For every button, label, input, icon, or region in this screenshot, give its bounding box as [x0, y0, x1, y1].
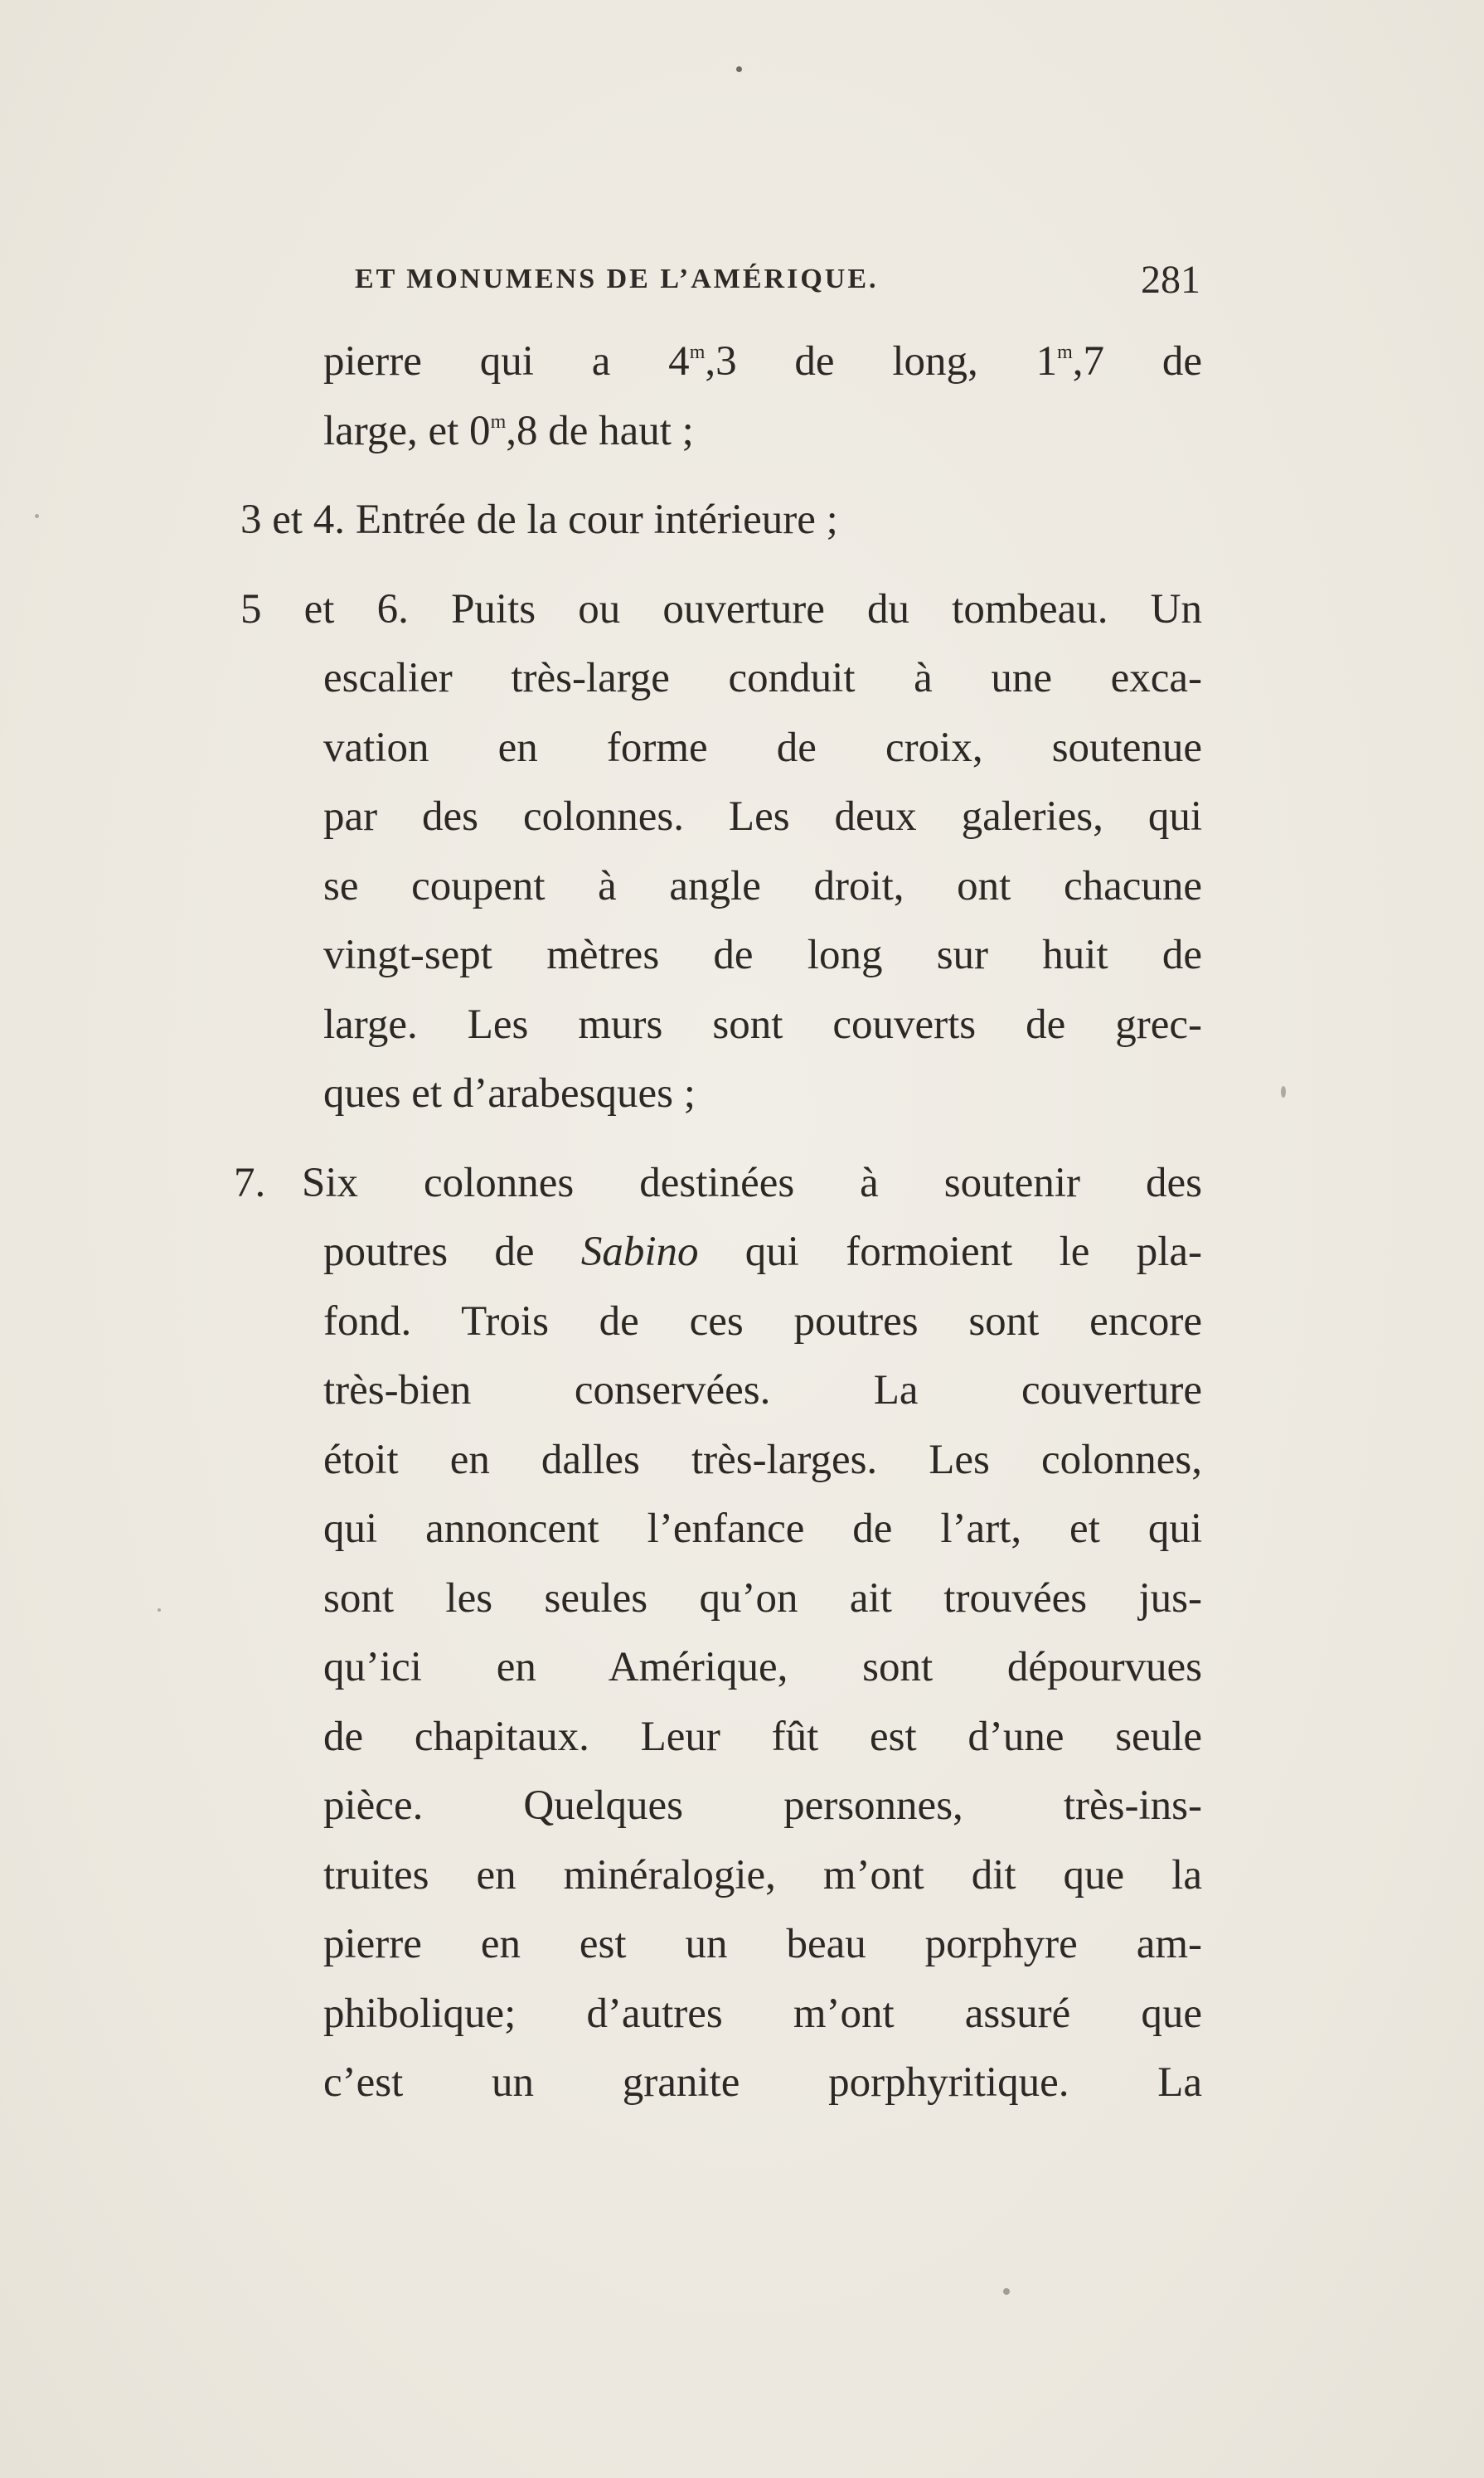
running-head: ET MONUMENS DE L’AMÉRIQUE.	[355, 264, 879, 294]
text-line: escalier très-large conduit à une exca-	[323, 655, 1202, 701]
text-span: Puits ou ouverture du tombeau. Un	[451, 585, 1203, 633]
text-line: sont les seules qu’on ait trouvées jus-	[323, 1574, 1202, 1622]
text-line: se coupent à angle droit, ont chacune	[323, 862, 1202, 909]
ink-speck	[1003, 2288, 1010, 2295]
text-line: qui annoncent l’enfance de l’art, et qui	[323, 1506, 1202, 1552]
page-header	[355, 258, 1200, 313]
text-line: ques et d’arabesques ;	[323, 1070, 696, 1117]
text-span: Six colonnes destinées à soutenir des	[302, 1159, 1202, 1206]
text-line: par des colonnes. Les deux galeries, qui	[323, 793, 1202, 840]
page-number: 281	[1141, 258, 1200, 302]
text-span: qui formoient le pla-	[698, 1229, 1202, 1275]
text-line	[240, 1218, 1202, 1287]
text-line: truites en minéralogie, m’ont dit que la	[323, 1851, 1202, 1899]
paragraph-4	[234, 1149, 1202, 2118]
text-line	[240, 397, 1202, 467]
text-line: c’est un granite porphyritique. La	[323, 2059, 1202, 2106]
ink-speck	[736, 66, 742, 72]
text-span: ,3 de long, 1	[705, 338, 1058, 385]
item-number: 5 et 6.	[240, 585, 409, 633]
text-line: pierre en est un beau porphyre am-	[323, 1921, 1202, 1967]
text-line	[240, 327, 1202, 397]
text-span: pierre qui a 4	[323, 338, 690, 385]
text-span: large, et 0	[323, 407, 491, 454]
body-text	[234, 327, 1203, 2138]
superscript: m	[490, 410, 507, 433]
paragraph-1	[240, 327, 1202, 466]
text-line: pièce. Quelques personnes, très-ins-	[323, 1782, 1202, 1829]
paragraph-2	[240, 486, 1202, 555]
text-line: étoit en dalles très-larges. Les colonnes,	[323, 1436, 1202, 1483]
text-line	[240, 486, 1202, 555]
superscript: m	[1057, 342, 1073, 363]
text-line: vation en forme de croix, soutenue	[323, 724, 1202, 771]
text-line: de chapitaux. Leur fût est d’une seule	[323, 1713, 1202, 1760]
superscript: m	[689, 342, 706, 363]
item-number: 3 et 4.	[240, 497, 346, 543]
text-span: poutres de	[323, 1229, 581, 1275]
text-line: qu’ici en Amérique, sont dépourvues	[323, 1644, 1202, 1690]
text-span: ,7 de	[1072, 338, 1203, 385]
text-line	[240, 575, 1202, 645]
ink-speck	[1281, 1086, 1286, 1098]
text-line: vingt-sept mètres de long sur huit de	[323, 932, 1202, 978]
paragraph-3	[240, 575, 1202, 1129]
italic-name: Sabino	[580, 1229, 699, 1275]
item-number: 7.	[234, 1159, 266, 1206]
ink-speck	[158, 1608, 161, 1612]
text-line: très-bien conservées. La couverture	[323, 1367, 1202, 1414]
ink-speck	[35, 514, 39, 518]
text-span: ,8 de haut ;	[506, 407, 694, 454]
text-span: Entrée de la cour intérieure ;	[355, 497, 838, 543]
text-line: phibolique; d’autres m’ont assuré que	[323, 1990, 1202, 2037]
text-line	[234, 1149, 1202, 1219]
text-line: fond. Trois de ces poutres sont encore	[323, 1297, 1202, 1345]
text-line: large. Les murs sont couverts de grec-	[323, 1001, 1202, 1048]
